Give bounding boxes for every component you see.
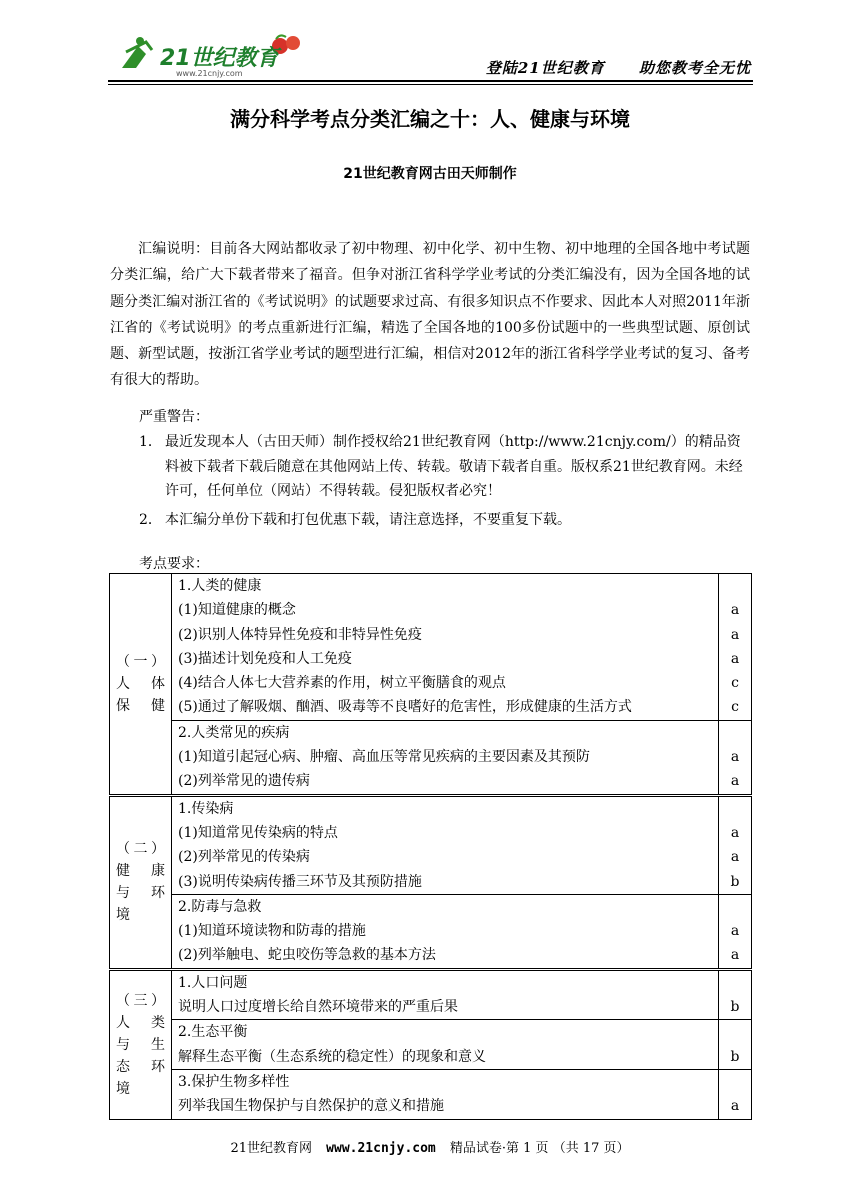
topic-line: 说明人口过度增长给自然环境带来的严重后果 (178, 999, 458, 1016)
category-label-line: 健 康 (116, 863, 165, 880)
topic-cell (172, 574, 719, 721)
warning-item (139, 508, 751, 533)
level-cell (719, 894, 752, 969)
level-value: a (730, 749, 740, 766)
topic-cell (172, 720, 719, 795)
requirements-heading: 考点要求： (139, 556, 209, 572)
level-value: a (730, 602, 740, 619)
table-row (110, 969, 752, 1020)
warning-list (139, 430, 751, 536)
level-value: c (731, 675, 739, 692)
level-value (719, 797, 751, 821)
level-value (719, 1070, 751, 1094)
footer-site-url[interactable]: www.21cnjy.com (326, 1141, 436, 1156)
level-value: a (730, 947, 740, 964)
logo-text: 21世纪教育 (160, 46, 279, 71)
level-value: a (730, 1098, 740, 1115)
topic-cell (172, 894, 719, 969)
category-cell (110, 969, 172, 1119)
category-cell (110, 574, 172, 796)
category-label (110, 990, 171, 1100)
category-cell (110, 795, 172, 969)
topic-heading: 1.人口问题 (178, 974, 248, 991)
topic-line: (4)结合人体七大营养素的作用，树立平衡膳食的观点 (178, 675, 506, 692)
category-label (110, 838, 171, 926)
logo-url: www.21cnjy.com (176, 69, 243, 78)
level-value: c (731, 699, 739, 716)
category-label-line: 人 类 (116, 1014, 165, 1031)
level-cell (719, 574, 752, 721)
level-value (719, 574, 751, 598)
level-cell (719, 969, 752, 1020)
level-value: a (730, 849, 740, 866)
topic-cell (172, 1020, 719, 1070)
level-value: a (730, 626, 740, 643)
warning-text: 本汇编分单份下载和打包优惠下载，请注意选择，不要重复下载。 (165, 511, 571, 528)
category-label-line: 境 (116, 907, 130, 924)
warning-number: 1． (139, 434, 162, 450)
page-footer (0, 1137, 860, 1156)
topic-heading: 2.人类常见的疾病 (178, 724, 290, 741)
level-value (719, 1020, 751, 1044)
table-row (110, 795, 752, 894)
category-label-line: 人 体 (116, 675, 165, 692)
table-row (110, 894, 752, 969)
topic-cell (172, 1069, 719, 1119)
table-row (110, 1020, 752, 1070)
topic-heading: 2.防毒与急救 (178, 898, 262, 915)
category-label-line: 态 环 (116, 1058, 165, 1075)
topic-line: (3)说明传染病传播三环节及其预防措施 (178, 873, 422, 890)
topic-line: (2)列举常见的传染病 (178, 849, 310, 866)
level-value: b (730, 873, 740, 890)
table-row (110, 574, 752, 721)
topic-line: (1)知道环境读物和防毒的措施 (178, 923, 366, 940)
document-title: 满分科学考点分类汇编之十：人、健康与环境 (230, 107, 630, 131)
level-value: a (730, 824, 740, 841)
category-label-line: （一） (116, 653, 165, 670)
topic-line: (2)识别人体特异性免疫和非特异性免疫 (178, 626, 422, 643)
level-value: a (730, 650, 740, 667)
topic-line: (2)列举常见的遗传病 (178, 773, 310, 790)
slogan-left: 登陆21世纪教育 (485, 59, 605, 77)
level-value: a (730, 923, 740, 940)
level-value: b (730, 1048, 740, 1065)
level-value: b (730, 999, 740, 1016)
category-label-line: （三） (116, 992, 165, 1009)
document-subtitle: 21世纪教育网古田天师制作 (343, 166, 517, 182)
topic-heading: 2.生态平衡 (178, 1024, 248, 1041)
header-rule (108, 80, 753, 82)
level-value: a (730, 773, 740, 790)
topic-line: (1)知道常见传染病的特点 (178, 824, 338, 841)
warning-number: 2． (139, 511, 162, 528)
warning-heading: 严重警告： (139, 409, 209, 425)
topic-line: (1)知道健康的概念 (178, 602, 296, 619)
table-row (110, 720, 752, 795)
topic-heading: 3.保护生物多样性 (178, 1073, 290, 1090)
footer-page-info: 精品试卷·第 1 页 （共 17 页） (449, 1141, 630, 1156)
intro-paragraph: 汇编说明：目前各大网站都收录了初中物理、初中化学、初中生物、初中地理的全国各地中考试题分类汇编，给广大下载者带来了福音。但争对浙江省科学学业考试的分类汇编没有，因为全国各地的试题分类汇编对浙江省的《考试说明》的试题要求过高、有很多知识点不作要求、因此本人对照2011年浙江省的《考试说明》的考点重新进行汇编，精选了全国各地的100多份试题中的一些典型试题、原创试题、新型试题，按浙江省学业考试的题型进行汇编，相信对2012年的浙江省科学学业考试的复习、备考有很大的帮助。 (110, 241, 750, 389)
topic-line: (5)通过了解吸烟、酗酒、吸毒等不良嗜好的危害性，形成健康的生活方式 (178, 699, 632, 716)
level-cell (719, 1069, 752, 1119)
topic-line: 列举我国生物保护与自然保护的意义和措施 (178, 1098, 444, 1115)
topic-heading: 1.人类的健康 (178, 578, 262, 594)
header-rule-thin (108, 84, 753, 85)
page-header (108, 30, 753, 82)
topic-heading: 1.传染病 (178, 800, 234, 817)
slogan-right: 助您教考全无忧 (638, 59, 751, 77)
warning-item (139, 430, 751, 504)
site-logo[interactable] (116, 32, 316, 78)
warning-text: 最近发现本人（古田天师）制作授权给21世纪教育网（http://www.21cnjy.com/）的精品资料被下载者下载后随意在其他网站上传、转载。敬请下载者自重。版权系21世纪教育网。未经许可，任何单位（网站）不得转载。侵犯版权者必究！ (165, 434, 743, 499)
category-label-line: 与 环 (116, 885, 165, 902)
table-row (110, 1069, 752, 1119)
topic-line: 解释生态平衡（生态系统的稳定性）的现象和意义 (178, 1048, 486, 1065)
requirements-table (109, 573, 752, 1120)
category-label-line: 与 生 (116, 1036, 165, 1053)
category-label (110, 651, 171, 717)
level-value (719, 721, 751, 745)
topic-line: (2)列举触电、蛇虫咬伤等急救的基本方法 (178, 947, 436, 964)
category-label-line: 保健 (116, 697, 165, 714)
header-slogan (458, 57, 751, 78)
footer-site-name: 21世纪教育网 (230, 1141, 313, 1156)
category-label-line: 境 (116, 1080, 130, 1097)
level-value (719, 971, 751, 995)
topic-cell (172, 795, 719, 894)
level-cell (719, 1020, 752, 1070)
level-cell (719, 795, 752, 894)
topic-cell (172, 969, 719, 1020)
category-label-line: （二） (116, 841, 165, 858)
level-cell (719, 720, 752, 795)
level-value (719, 895, 751, 919)
topic-line: (3)描述计划免疫和人工免疫 (178, 650, 352, 667)
topic-line: (1)知道引起冠心病、肿瘤、高血压等常见疾病的主要因素及其预防 (178, 749, 590, 766)
